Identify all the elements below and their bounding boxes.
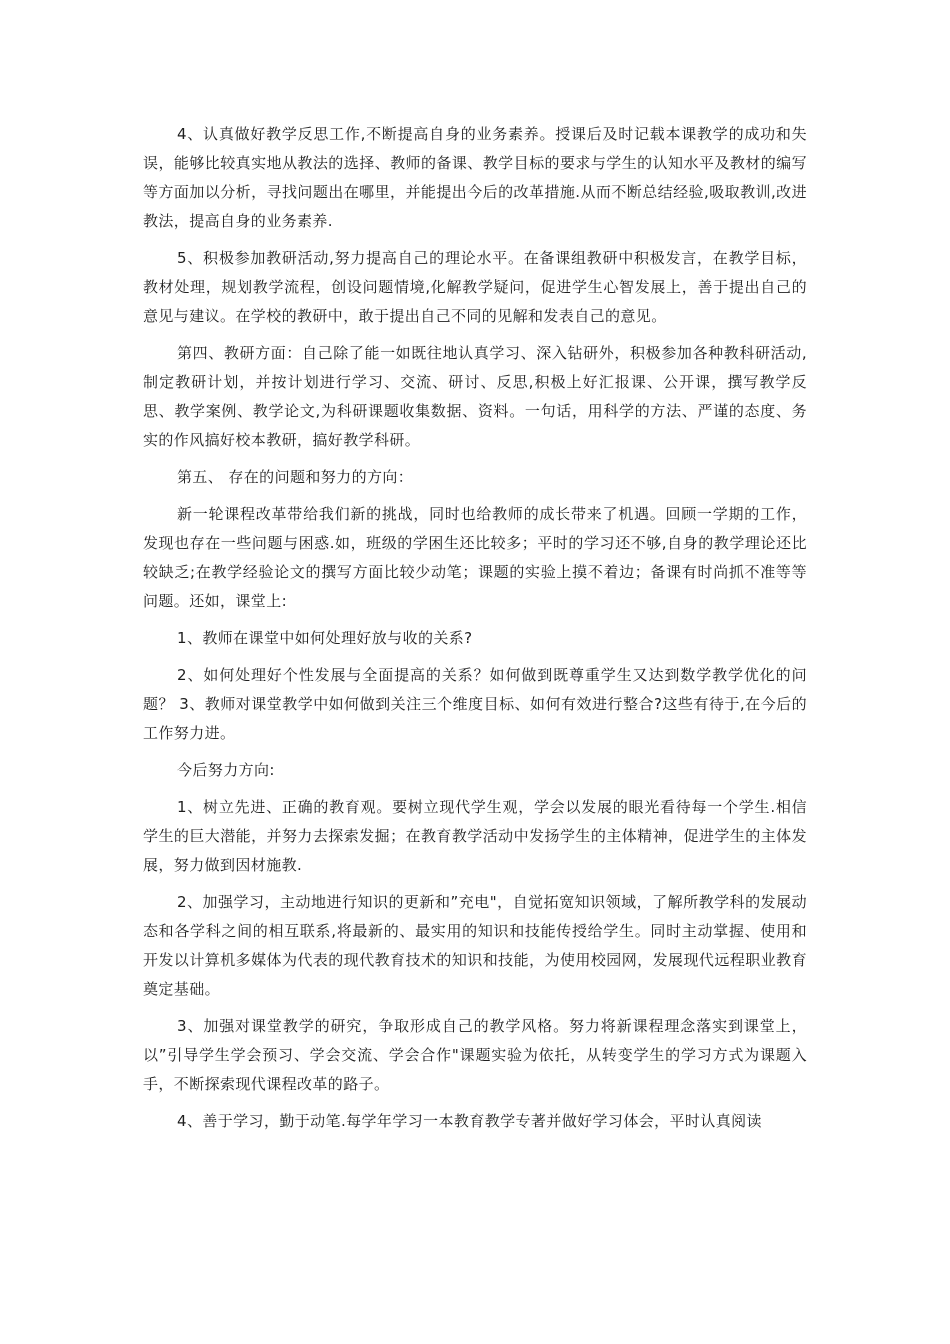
paragraph-question-1: 1、教师在课堂中如何处理好放与收的关系? (177, 629, 473, 647)
paragraph-future-2: 2、加强学习，主动地进行知识的更新和”充电"，自觉拓宽知识领域，了解所教学科的发展动态和各学科之间的相互联系,将最新的、最实用的知识和技能传授给学生。同时主动掌握、使用和开发以计算机多媒体为代表的现代教育技术的知识和技能，为使用校园网，发展现代远程职业教育奠定基础。 (143, 893, 807, 998)
paragraph-future-heading: 今后努力方向: (177, 761, 275, 779)
paragraph-future-1: 1、树立先进、正确的教育观。要树立现代学生观，学会以发展的眼光看待每一个学生.相信学生的巨大潜能，并努力去探索发掘；在教育教学活动中发扬学生的主体精神，促进学生的主体发展，努力做到因材施教. (143, 798, 807, 874)
paragraph-section-five-heading: 第五、 存在的问题和努力的方向： (177, 468, 414, 486)
document-page (143, 120, 807, 1144)
paragraph-question-2-3: 2、如何处理好个性发展与全面提高的关系？如何做到既尊重学生又达到数学教学优化的问题？ 3、教师对课堂教学中如何做到关注三个维度目标、如何有效进行整合?这些有待于,在今后的工作努力进。 (143, 666, 807, 742)
paragraph-future-3: 3、加强对课堂教学的研究，争取形成自己的教学风格。努力将新课程理念落实到课堂上，以”引导学生学会预习、学会交流、学会合作"课题实验为依托，从转变学生的学习方式为课题入手，不断探索现代课程改革的路子。 (143, 1017, 807, 1093)
paragraph-reflection: 4、认真做好教学反思工作,不断提高自身的业务素养。授课后及时记载本课教学的成功和失误，能够比较真实地从教法的选择、教师的备课、教学目标的要求与学生的认知水平及教材的编写等方面加以分析，寻找问题出在哪里，并能提出今后的改革措施.从而不断总结经验,吸取教训,改进教法，提高自身的业务素养. (143, 125, 807, 230)
paragraph-research-activities: 5、积极参加教研活动,努力提高自己的理论水平。在备课组教研中积极发言，在教学目标，教材处理，规划教学流程，创设问题情境,化解教学疑问，促进学生心智发展上，善于提出自己的意见与建议。在学校的教研中，敢于提出自己不同的见解和发表自己的意见。 (143, 249, 807, 325)
paragraph-section-four: 第四、教研方面：自己除了能一如既往地认真学习、深入钻研外，积极参加各种教科研活动,制定教研计划，并按计划进行学习、交流、研讨、反思,积极上好汇报课、公开课，撰写教学反思、教学案例、教学论文,为科研课题收集数据、资料。一句话，用科学的方法、严谨的态度、务实的作风搞好校本教研，搞好教学科研。 (143, 344, 807, 449)
paragraph-future-4: 4、善于学习，勤于动笔.每学年学习一本教育教学专著并做好学习体会，平时认真阅读 (177, 1112, 762, 1130)
paragraph-challenges: 新一轮课程改革带给我们新的挑战，同时也给教师的成长带来了机遇。回顾一学期的工作，发现也存在一些问题与困惑.如，班级的学困生还比较多；平时的学习还不够,自身的教学理论还比较缺乏;在教学经验论文的撰写方面比较少动笔；课题的实验上摸不着边；备课有时尚抓不准等等问题。还如，课堂上: (143, 505, 807, 610)
